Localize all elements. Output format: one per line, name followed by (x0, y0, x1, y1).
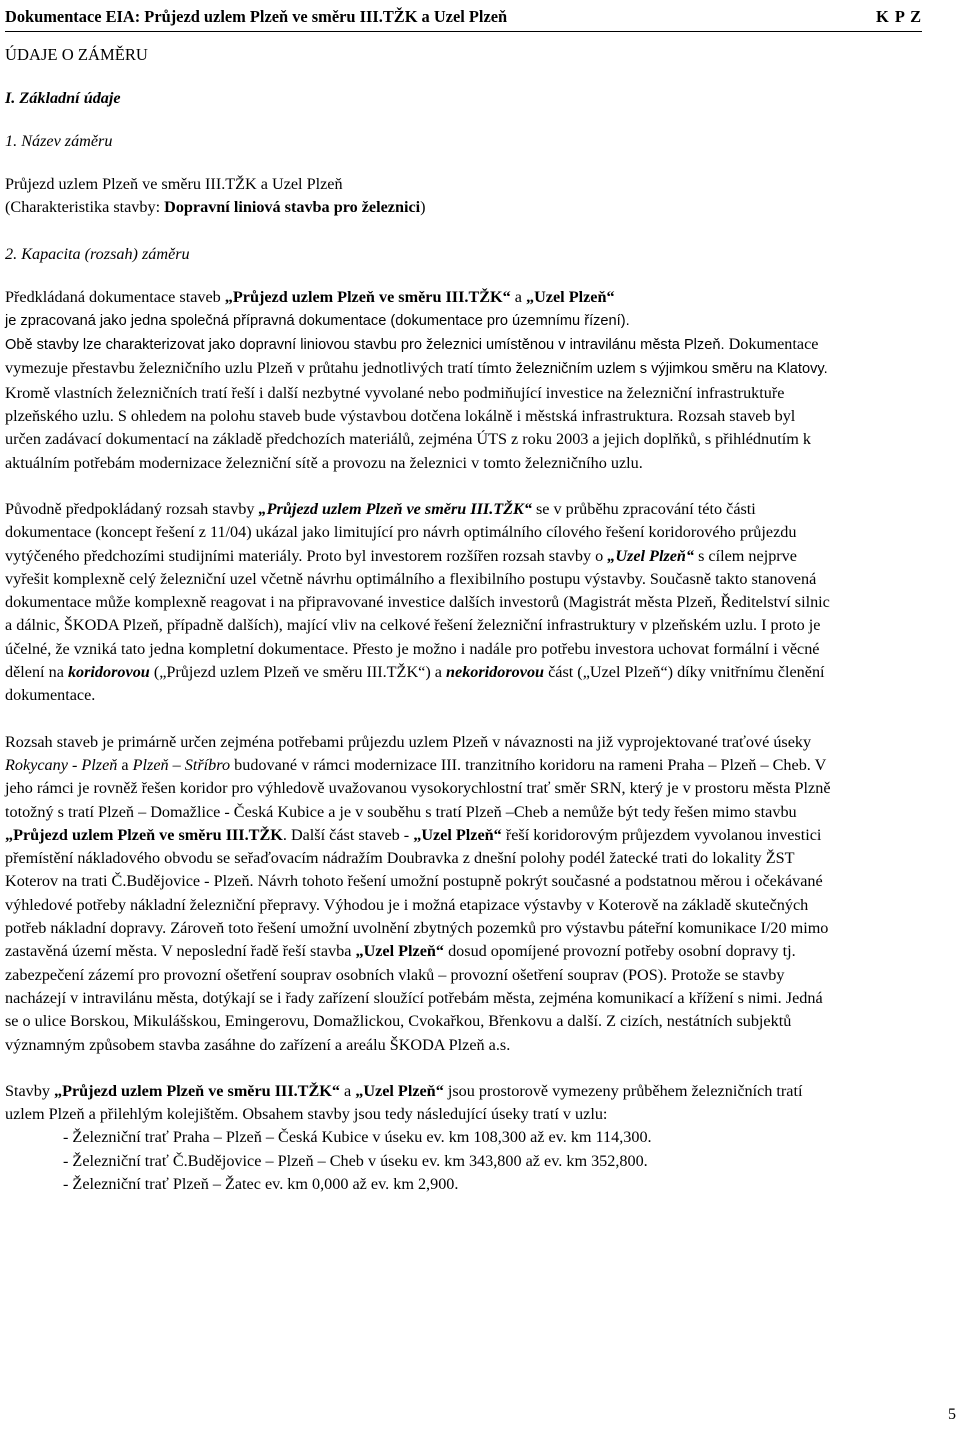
header-company: K P Z (876, 7, 922, 26)
paragraph-intro: Předkládaná dokumentace staveb „Průjezd uzlem Plzeň ve směru III.TŽK“ a „Uzel Plzeň“ (5, 287, 615, 306)
page-number: 5 (948, 1406, 956, 1423)
section-heading: I. Základní údaje (5, 89, 121, 107)
paragraph-description: je zpracovaná jako jedna společná přípravná dokumentace (dokumentace pro územnímu řízení). Obě stavby lze charakterizovat jako dopravní liniovou stavbu pro železnici umístěnou v intravilánu města Plzeň. Dokumentace vymezuje přestavbu železničního uzlu Plzeň v průtahu jednotlivých tratí tímto železničním uzlem s výjimkou směru na Klatovy. Kromě vlastních železničních tratí řeší i další nezbytné vyvolané nebo podmiňující investice na železniční infrastruktuře plzeňského uzlu. S ohledem na polohu staveb bude výstavbou dotčena lokálně i městská infrastruktura. Rozsah staveb byl určen zadávací dokumentací na základě předchozích materiálů, zejména ÚTS z roku 2003 a jejich doplňků, s přihlédnutím k aktuálním potřebám modernizace železniční sítě a provozu na železnici v tomto železničního uzlu. (5, 312, 828, 472)
item-heading-name: 1. Název záměru (5, 132, 113, 150)
page-header (5, 7, 922, 32)
project-name: Průjezd uzlem Plzeň ve směru III.TŽK a Uzel Plzeň (5, 175, 343, 193)
paragraph-scope-details: Rozsah staveb je primárně určen zejména potřebami průjezdu uzlem Plzeň v návaznosti na již vyprojektované traťové úseky Rokycany - Plzeň a Plzeň – Stříbro budované v rámci modernizace III. tranzitního koridoru na rameni Praha – Plzeň – Cheb. V jeho rámci je rovněž řešen koridor pro výhledově uvažovanou vysokorychlostní trať směr SRN, který je v prostoru města Plzně totožný s tratí Plzeň – Domažlice - Česká Kubice a je v souběhu s tratí Plzeň –Cheb a nemůže být tedy řešen mimo stavbu „Průjezd uzlem Plzeň ve směru III.TŽK. Další část staveb - „Uzel Plzeň“ řeší koridorovým průjezdem vyvolanou investici přemístění nákladového obvodu se seřaďovacím nádražím Doubravka z dnešní polohy podél žatecké trati do lokality ŽST Koterov na trati Č.Budějovice - Plzeň. Návrh tohoto řešení umožní postupně pokrýt současné a podstatnou měrou i očekávané výhledové potřeby nákladní železniční přepravy. Výhodou je i možná etapizace výstavby v Koterově na základě skutečných potřeb nákladní dopravy. Zároveň toto řešení umožní uvolnění zbytných pozemků pro výstavbu páteřní komunikace I/20 mimo zastavěná území města. V neposlední řadě řeší stavba „Uzel Plzeň“ dosud opomíjené provozní potřeby osobní dopravy tj. zabezpečení zázemí pro provozní ošetření souprav osobních vlaků – provozní ošetření souprav (POS). Protože se stavby nacházejí v intravilánu města, dotýkají se i řady zařízení sloužící potřebám města, zejména komunikací a křížení s nimi. Jedná se o ulice Borskou, Mikulášskou, Emingerovu, Domažlickou, Cvokařkou, Břenkovu a další. Z cizích, nestátních subjektů významným způsobem stavba zasáhne do zařízení a areálu ŠKODA Plzeň a.s. (5, 732, 831, 1054)
header-title: Dokumentace EIA: Průjezd uzlem Plzeň ve směru III.TŽK a Uzel Plzeň (5, 7, 508, 26)
list-item: - Železniční trať Č.Budějovice – Plzeň – Cheb v úseku ev. km 343,800 až ev. km 352,800. (63, 1151, 648, 1170)
document-body (5, 44, 835, 1196)
track-section-list (5, 1126, 835, 1196)
list-item: - Železniční trať Plzeň – Žatec ev. km 0,000 až ev. km 2,900. (63, 1174, 459, 1193)
item-heading-capacity: 2. Kapacita (rozsah) záměru (5, 244, 190, 263)
list-item: - Železniční trať Praha – Plzeň – Česká Kubice v úseku ev. km 108,300 až ev. km 114,300. (63, 1128, 652, 1147)
paragraph-track-sections: Stavby „Průjezd uzlem Plzeň ve směru III.TŽK“ a „Uzel Plzeň“ jsou prostorově vymezeny průběhem železničních tratí uzlem Plzeň a přilehlým kolejištěm. Obsahem stavby jsou tedy následující úseky tratí v uzlu: (5, 1081, 803, 1124)
paragraph-scope-extension: Původně předpokládaný rozsah stavby „Průjezd uzlem Plzeň ve směru III.TŽK“ se v průběhu zpracování této části dokumentace (koncept řešení z 11/04) ukázal jako limitující pro návrh optimálního cílového řešení koridorového průjezdu vytýčeného předchozími studijními materiály. Proto byl investorem rozšířen rozsah stavby o „Uzel Plzeň“ s cílem nejprve vyřešit komplexně celý železniční uzel včetně návrhu optimálního a flexibilního postupu výstavby. Současně takto stanovená dokumentace může komplexně reagovat i na připravované investice dalších investorů (Magistrát města Plzeň, Ředitelství silnic a dálnic, ŠKODA Plzeň, případně dalších), mající vliv na celkové řešení železniční infrastruktury v plzeňském uzlu. I proto je účelné, že vzniká tato jedna kompletní dokumentace. Přesto je možno i nadále pro potřebu investora uchovat formální i věcné dělení na koridorovou („Průjezd uzlem Plzeň ve směru III.TŽK“) a nekoridorovou část („Uzel Plzeň“) díky vnitřnímu členění dokumentace. (5, 499, 830, 705)
chapter-heading: ÚDAJE O ZÁMĚRU (5, 45, 148, 64)
project-characteristic: (Charakteristika stavby: Dopravní liniová stavba pro železnici) (5, 198, 426, 217)
